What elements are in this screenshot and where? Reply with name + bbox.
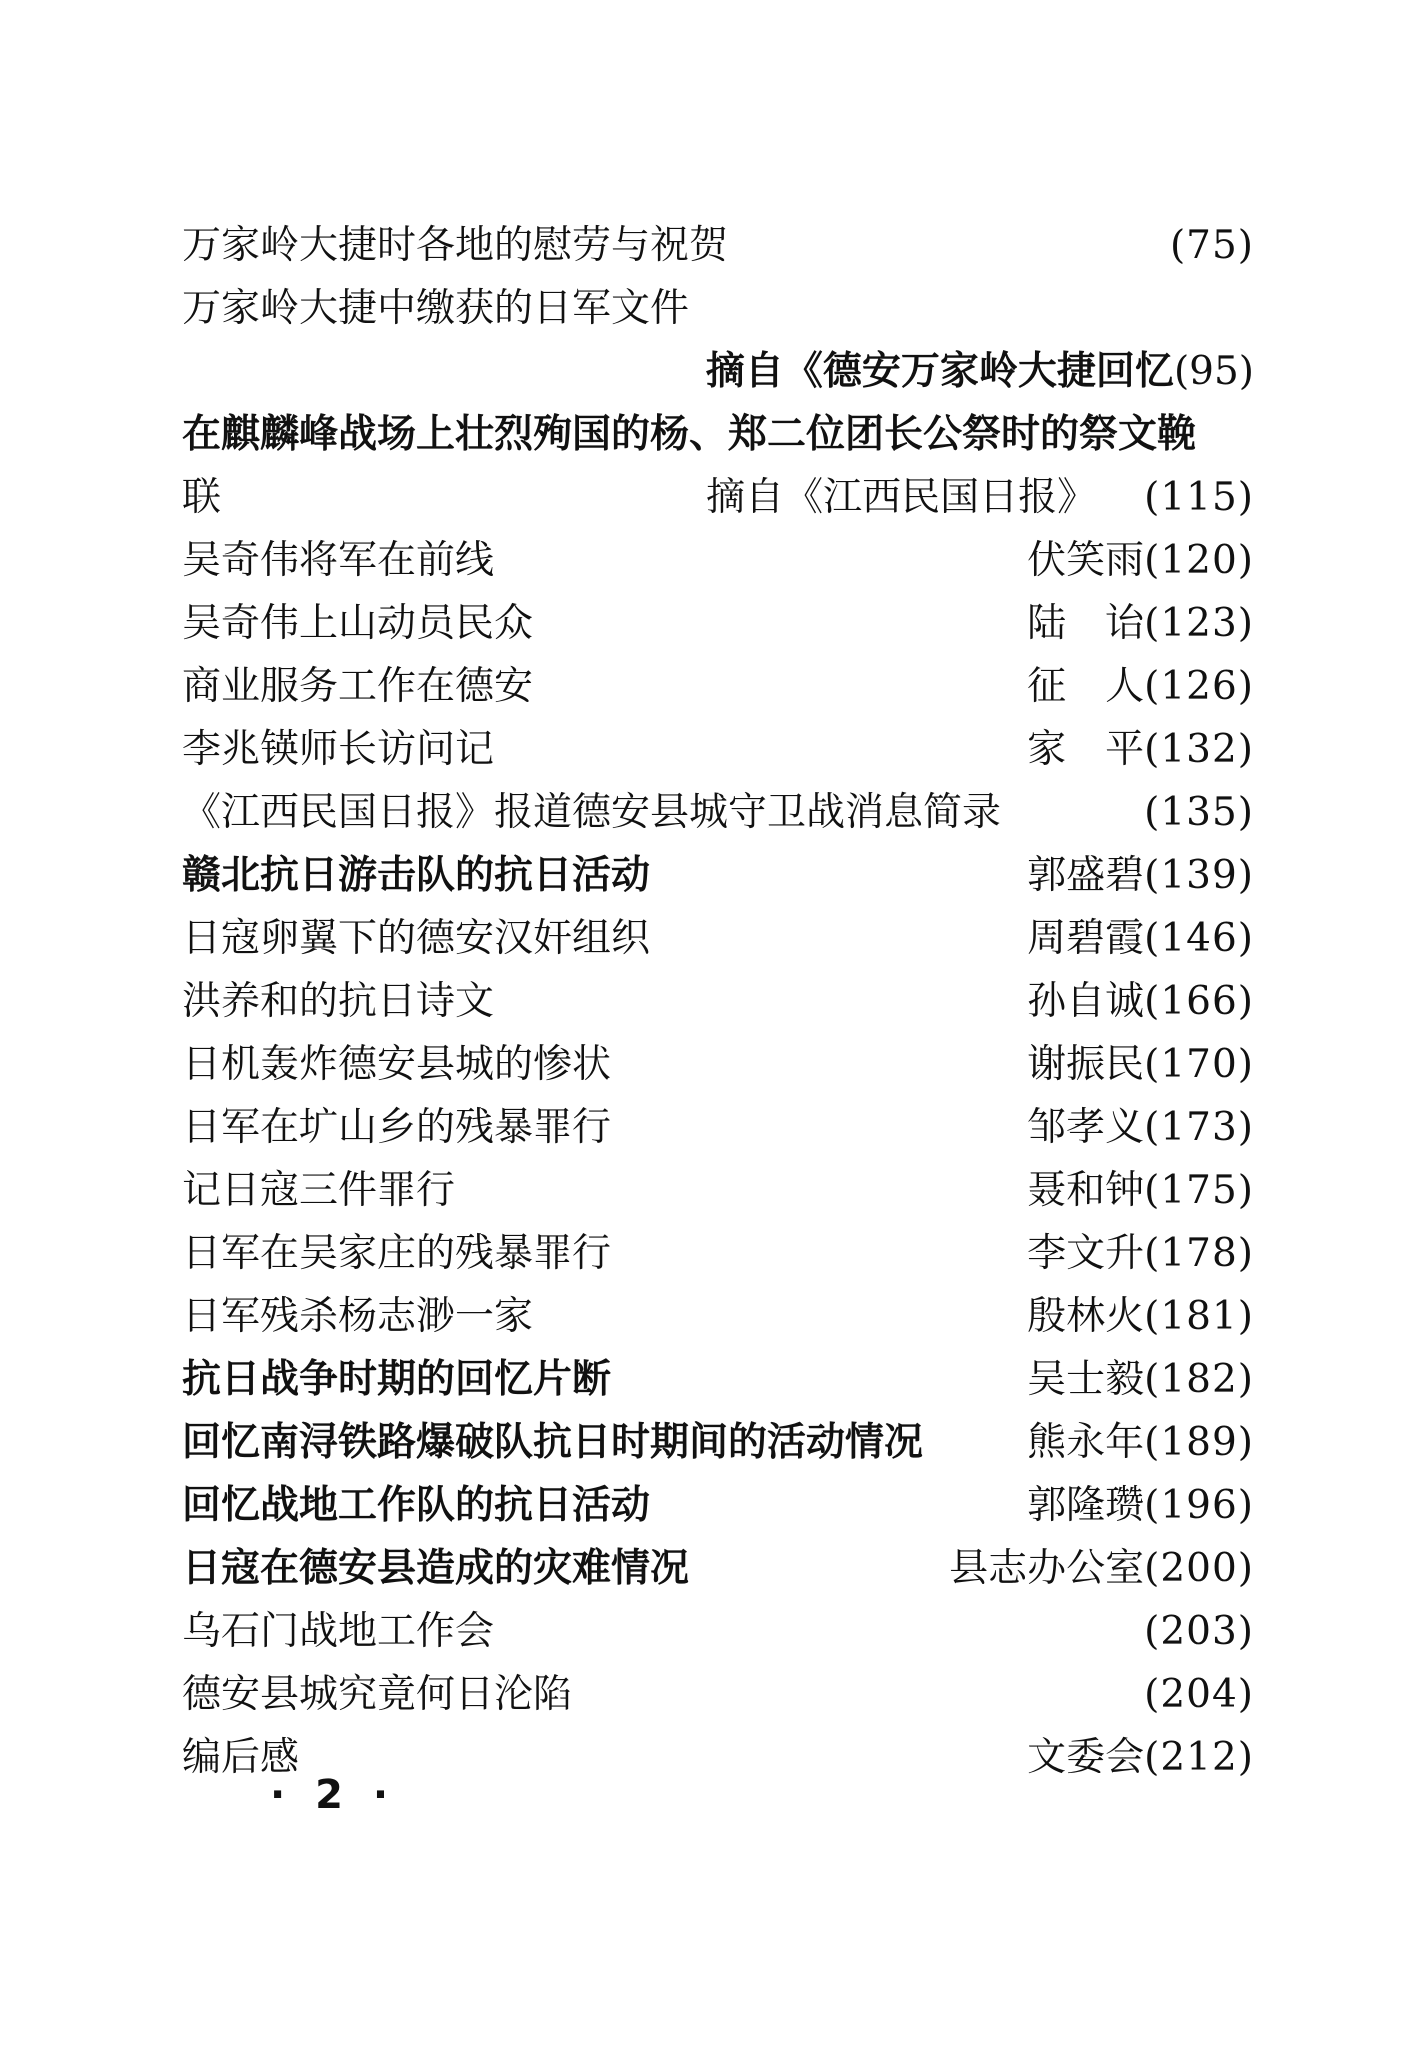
toc-entry: [182, 1663, 1254, 1726]
entry-title: 在麒麟峰战场上壮烈殉国的杨、郑二位团长公祭时的祭文鞔: [182, 411, 1197, 457]
toc-entry: [182, 214, 1254, 277]
toc-entry: [182, 1096, 1254, 1159]
entry-page: (178): [1144, 1231, 1254, 1276]
entry-ref: [1027, 1474, 1254, 1537]
entry-author: 县志办公室: [949, 1546, 1145, 1591]
entry-ref: [1144, 1600, 1254, 1663]
entry-author: 殷林火: [1027, 1294, 1145, 1339]
entry-author: 李文升: [1027, 1231, 1145, 1276]
entry-page: (203): [1144, 1609, 1254, 1654]
entry-title: 编后感: [182, 1735, 300, 1780]
entry-title: 乌石门战地工作会: [182, 1609, 495, 1654]
toc-entry: [182, 1348, 1254, 1411]
entry-ref: [706, 466, 1254, 529]
toc-entry: [182, 529, 1254, 592]
entry-author: 征 人: [1027, 664, 1145, 709]
entry-title: 回忆战地工作队的抗日活动: [182, 1482, 651, 1528]
entry-ref: [1027, 529, 1254, 592]
entry-title: 德安县城究竟何日沦陷: [182, 1672, 573, 1717]
toc-entry: [182, 1600, 1254, 1663]
entry-page: (189): [1144, 1420, 1254, 1465]
entry-title: 回忆南浔铁路爆破队抗日时期间的活动情况: [182, 1419, 924, 1465]
entry-title: 抗日战争时期的回忆片断: [182, 1356, 612, 1402]
entry-ref: [949, 1537, 1254, 1600]
entry-page: (126): [1144, 664, 1254, 709]
toc-entry: [182, 1411, 1254, 1474]
entry-ref: [1027, 718, 1254, 781]
entry-page: (115): [1144, 475, 1254, 520]
entry-page: (204): [1144, 1672, 1254, 1717]
toc-entry: [182, 592, 1254, 655]
toc-entry: [182, 1537, 1254, 1600]
entry-ref: [1027, 844, 1254, 907]
entry-author: 谢振民: [1027, 1042, 1145, 1087]
entry-page: (132): [1144, 727, 1254, 772]
entry-ref: [1027, 592, 1254, 655]
entry-title: 日军在吴家庄的残暴罪行: [182, 1231, 612, 1276]
entry-author: 家 平: [1027, 727, 1145, 772]
entry-author: 陆 诒: [1027, 601, 1145, 646]
toc-entry: [182, 655, 1254, 718]
entry-title: 李兆锳师长访问记: [182, 727, 495, 772]
entry-ref: [1027, 1411, 1254, 1474]
entry-page: (170): [1144, 1042, 1254, 1087]
entry-page: (146): [1144, 916, 1254, 961]
toc-entry: [182, 1474, 1254, 1537]
entry-page: (175): [1144, 1168, 1254, 1213]
entry-author: 聂和钟: [1027, 1168, 1145, 1213]
entry-page: (95): [1173, 349, 1254, 394]
entry-page: (173): [1144, 1105, 1254, 1150]
entry-title: 万家岭大捷中缴获的日军文件: [182, 286, 690, 331]
entry-ref: [1027, 655, 1254, 718]
entry-title: 日军在圹山乡的残暴罪行: [182, 1105, 612, 1150]
entry-page: (75): [1169, 223, 1254, 268]
entry-ref: [1027, 1222, 1254, 1285]
entry-author: 文委会: [1027, 1735, 1145, 1780]
entry-title: 《江西民国日报》报道德安县城守卫战消息简录: [182, 790, 1002, 835]
toc-entry: [182, 970, 1254, 1033]
entry-page: (196): [1144, 1483, 1254, 1528]
entry-author: 邹孝义: [1027, 1105, 1145, 1150]
entry-title: 商业服务工作在德安: [182, 664, 534, 709]
entry-page: (139): [1144, 853, 1254, 898]
entry-page: (135): [1144, 790, 1254, 835]
entry-author: 郭盛碧: [1027, 853, 1145, 898]
toc-entry: [182, 844, 1254, 907]
entry-title: 日寇卵翼下的德安汉奸组织: [182, 916, 651, 961]
entry-page: (182): [1144, 1357, 1254, 1402]
entry-ref: [1144, 1663, 1254, 1726]
entry-ref: [1144, 781, 1254, 844]
entry-title: 记日寇三件罪行: [182, 1168, 456, 1213]
toc-entry: [182, 277, 1254, 340]
entry-page: (123): [1144, 601, 1254, 646]
entry-page: (212): [1144, 1735, 1254, 1780]
entry-title: 吴奇伟上山动员民众: [182, 601, 534, 646]
entry-page: (181): [1144, 1294, 1254, 1339]
toc-entry: [182, 781, 1254, 844]
entry-author: 摘自《江西民国日报》: [706, 475, 1097, 520]
entry-ref: [1027, 1726, 1254, 1789]
entry-page: (120): [1144, 538, 1254, 583]
entry-ref: [1027, 970, 1254, 1033]
entry-author: 周碧霞: [1027, 916, 1145, 961]
toc-entry: [182, 1159, 1254, 1222]
entry-author: 伏笑雨: [1027, 538, 1145, 583]
entry-page: (166): [1144, 979, 1254, 1024]
entry-ref: [1170, 214, 1254, 277]
toc-entry: [182, 403, 1254, 466]
page-number: · 2 ·: [270, 1772, 397, 1818]
toc-entry: [182, 1285, 1254, 1348]
entry-author: 熊永年: [1027, 1420, 1145, 1465]
entry-author: 孙自诚: [1027, 979, 1145, 1024]
entry-title: 日机轰炸德安县城的惨状: [182, 1042, 612, 1087]
table-of-contents: [182, 214, 1254, 1789]
entry-ref: [1027, 1096, 1254, 1159]
toc-entry: [182, 1222, 1254, 1285]
toc-entry: [182, 718, 1254, 781]
entry-ref: [1027, 907, 1254, 970]
entry-author: 摘自《德安万家岭大捷回忆: [705, 348, 1174, 394]
entry-title: 万家岭大捷时各地的慰劳与祝贺: [182, 223, 729, 268]
toc-entry: [182, 466, 1254, 529]
entry-title: 赣北抗日游击队的抗日活动: [182, 852, 651, 898]
entry-page: (200): [1144, 1546, 1254, 1591]
entry-ref: [1027, 1285, 1254, 1348]
toc-entry-source: [182, 340, 1254, 403]
toc-entry: [182, 1033, 1254, 1096]
entry-ref: [1027, 1033, 1254, 1096]
toc-entry: [182, 907, 1254, 970]
entry-author: 吴士毅: [1027, 1357, 1145, 1402]
entry-title: 联: [182, 475, 222, 520]
entry-title: 日军残杀杨志渺一家: [182, 1294, 534, 1339]
entry-author: 郭隆瓒: [1027, 1483, 1145, 1528]
entry-ref: [1027, 1159, 1254, 1222]
entry-ref: [1027, 1348, 1254, 1411]
entry-title: 洪养和的抗日诗文: [182, 979, 495, 1024]
entry-title: 日寇在德安县造成的灾难情况: [182, 1545, 690, 1591]
entry-title: 吴奇伟将军在前线: [182, 538, 495, 583]
